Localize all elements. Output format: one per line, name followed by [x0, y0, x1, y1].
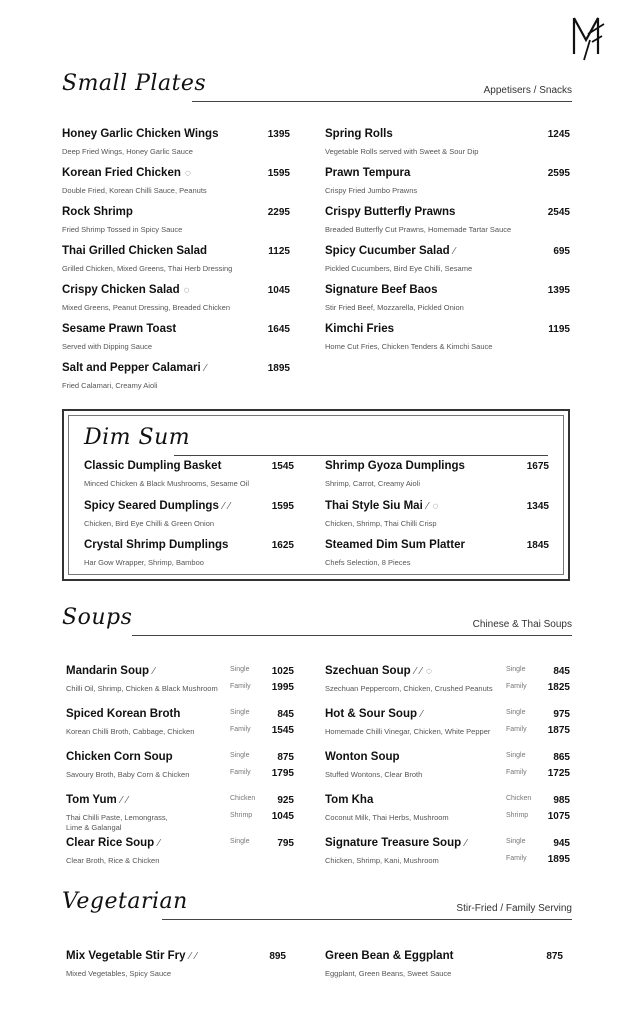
menu-item — [325, 284, 570, 320]
price-size-label: Single — [506, 709, 526, 716]
item-description: Vegetable Rolls served with Sweet & Sour Dip — [325, 147, 479, 156]
menu-item — [325, 500, 549, 536]
item-price: 695 — [553, 246, 570, 257]
price-size-label: Shrimp — [506, 812, 529, 819]
menu-item — [62, 128, 290, 164]
item-name-text: Salt and Pepper Calamari — [62, 362, 201, 374]
item-name-text: Signature Beef Baos — [325, 284, 438, 296]
item-name — [62, 167, 191, 179]
item-name-text: Signature Treasure Soup — [325, 837, 462, 849]
item-name-text: Steamed Dim Sum Platter — [325, 539, 465, 551]
item-description: Coconut Milk, Thai Herbs, Mushroom — [325, 813, 449, 822]
item-price: 985 — [553, 795, 570, 806]
section-subtitle: Appetisers / Snacks — [483, 85, 572, 96]
item-description: Homemade Chilli Vinegar, Chicken, White Pepper — [325, 727, 491, 736]
menu-item — [62, 167, 290, 203]
peanut-icon: ◌ — [184, 168, 191, 179]
item-description: Fried Shrimp Tossed in Spicy Sauce — [62, 225, 183, 234]
item-price: 1895 — [547, 854, 570, 865]
item-name — [66, 794, 128, 806]
item-description: Double Fried, Korean Chilli Sauce, Peanuts — [62, 186, 207, 195]
price-options — [506, 666, 570, 696]
divider — [162, 919, 572, 920]
item-name — [325, 539, 465, 551]
item-price: 1595 — [267, 168, 290, 179]
item-description: Fried Calamari, Creamy Aioli — [62, 381, 158, 390]
menu-item — [66, 708, 294, 744]
menu-item — [66, 751, 294, 787]
divider — [132, 635, 572, 636]
price-size-label: Family — [230, 769, 251, 776]
menu-item — [62, 284, 290, 320]
item-name-text: Tom Kha — [325, 794, 374, 806]
item-price: 1895 — [267, 363, 290, 374]
menu-item — [325, 837, 570, 873]
item-price: 1045 — [271, 811, 294, 822]
menu-item — [66, 665, 294, 701]
menu-item — [84, 539, 294, 575]
chilli-icon: ⁄ — [426, 500, 429, 512]
menu-item — [325, 167, 570, 203]
chilli-icon: ⁄ — [126, 795, 129, 806]
peanut-icon: ◌ — [425, 666, 432, 677]
item-description: Shrimp, Carrot, Creamy Aioli — [325, 479, 421, 488]
item-name — [66, 665, 155, 677]
item-name — [325, 284, 437, 296]
menu-item — [66, 837, 294, 873]
price-size-label: Single — [230, 709, 250, 716]
menu-item — [66, 794, 294, 830]
price-size-label: Chicken — [506, 795, 532, 802]
chilli-icon: ⁄ — [195, 951, 197, 962]
price-options — [506, 752, 570, 782]
item-price: 1195 — [548, 324, 570, 335]
item-name-text: Crystal Shrimp Dumplings — [84, 539, 229, 551]
item-description: Mixed Vegetables, Spicy Sauce — [66, 969, 172, 978]
price-size-label: Family — [506, 769, 527, 776]
item-name — [325, 665, 432, 677]
item-name-text: Spiced Korean Broth — [66, 708, 181, 720]
item-description: Home Cut Fries, Chicken Tenders & Kimchi Sauce — [325, 342, 493, 351]
item-price: 875 — [277, 752, 294, 763]
menu-item — [62, 323, 290, 359]
item-price: 1545 — [271, 461, 294, 472]
item-name — [66, 950, 197, 962]
item-description: Mixed Greens, Peanut Dressing, Breaded Chicken — [62, 303, 231, 312]
item-description: Chicken, Shrimp, Thai Chilli Crisp — [325, 518, 437, 528]
peanut-icon: ◌ — [432, 500, 439, 512]
price-options — [230, 709, 294, 739]
price-size-label: Single — [230, 838, 250, 845]
item-price: 1345 — [526, 500, 549, 512]
item-name — [66, 708, 180, 720]
section-subtitle: Stir-Fried / Family Serving — [456, 903, 572, 914]
item-name — [84, 500, 230, 512]
item-name-text: Spicy Seared Dumplings — [84, 499, 219, 512]
section-title: Soups — [62, 605, 133, 630]
item-name — [325, 837, 467, 849]
item-name-text: Classic Dumpling Basket — [84, 460, 222, 472]
item-price: 1395 — [547, 285, 570, 296]
item-description: Stir Fried Beef, Mozzarella, Pickled Onion — [325, 303, 464, 312]
item-price: 2595 — [547, 168, 570, 179]
item-price: 1725 — [547, 768, 570, 779]
item-name-text: Spicy Cucumber Salad — [325, 245, 450, 257]
item-name — [325, 167, 410, 179]
menu-item — [325, 794, 570, 830]
price-size-label: Chicken — [230, 795, 256, 802]
peanut-icon: ◌ — [183, 285, 190, 296]
item-price: 845 — [553, 666, 570, 677]
chilli-icon: ⁄ — [153, 666, 155, 677]
section-subtitle: Chinese & Thai Soups — [472, 619, 572, 630]
item-name-text: Crispy Butterfly Prawns — [325, 206, 456, 218]
item-price: 1075 — [547, 811, 570, 822]
item-name — [325, 794, 373, 806]
item-name — [62, 323, 176, 335]
item-name — [62, 284, 190, 296]
item-price: 875 — [546, 951, 563, 962]
item-name — [62, 206, 133, 218]
item-name — [325, 206, 455, 218]
price-size-label: Single — [230, 752, 250, 759]
menu-item — [325, 708, 570, 744]
price-size-label: Family — [506, 683, 527, 690]
chilli-icon: ⁄ — [414, 666, 417, 677]
item-price: 1125 — [268, 246, 290, 257]
divider — [192, 101, 572, 102]
item-name — [325, 950, 453, 962]
mf-monogram-logo — [570, 14, 606, 62]
item-name — [325, 500, 438, 512]
item-price: 845 — [277, 709, 294, 720]
item-description: Deep Fried Wings, Honey Garlic Sauce — [62, 147, 193, 156]
item-price: 895 — [269, 951, 286, 962]
item-description: Crispy Fried Jumbo Prawns — [325, 186, 418, 195]
item-name — [325, 460, 465, 472]
item-price: 1845 — [526, 540, 549, 551]
menu-item — [325, 206, 570, 242]
item-description: Thai Chilli Paste, Lemongrass, Lime & Galangal — [66, 813, 168, 832]
price-options — [230, 752, 294, 782]
item-name — [325, 323, 394, 335]
item-price: 1625 — [271, 540, 294, 551]
item-description: Savoury Broth, Baby Corn & Chicken — [66, 770, 190, 779]
menu-item — [62, 362, 290, 398]
item-price: 1395 — [267, 129, 290, 140]
menu-item — [62, 206, 290, 242]
item-description: Chicken, Bird Eye Chilli & Green Onion — [84, 518, 215, 528]
chilli-icon: ⁄ — [420, 666, 422, 677]
price-options — [506, 709, 570, 739]
price-size-label: Single — [506, 752, 526, 759]
item-name-text: Wonton Soup — [325, 751, 400, 763]
item-name — [325, 708, 423, 720]
menu-item — [325, 245, 570, 281]
menu-item — [325, 751, 570, 787]
chilli-icon: ⁄ — [228, 500, 231, 512]
item-name-text: Honey Garlic Chicken Wings — [62, 128, 219, 140]
price-options — [230, 666, 294, 696]
section-title: Small Plates — [62, 71, 207, 96]
item-name-text: Korean Fried Chicken — [62, 167, 181, 179]
price-size-label: Family — [506, 855, 527, 862]
item-name-text: Crispy Chicken Salad — [62, 284, 180, 296]
item-name-text: Chicken Corn Soup — [66, 751, 173, 763]
item-description: Breaded Butterfly Cut Prawns, Homemade Tartar Sauce — [325, 225, 512, 234]
item-description: Grilled Chicken, Mixed Greens, Thai Herb Dressing — [62, 264, 233, 273]
chilli-icon: ⁄ — [189, 951, 192, 962]
item-name — [66, 837, 160, 849]
item-price: 1645 — [267, 324, 290, 335]
menu-item — [325, 323, 570, 359]
item-name-text: Clear Rice Soup — [66, 837, 155, 849]
item-price: 1675 — [526, 461, 549, 472]
item-name-text: Rock Shrimp — [62, 206, 133, 218]
item-description: Chefs Selection, 8 Pieces — [325, 558, 411, 567]
menu-item — [325, 950, 563, 986]
item-price: 1875 — [547, 725, 570, 736]
chilli-icon: ⁄ — [120, 795, 123, 806]
item-price: 1995 — [271, 682, 294, 693]
menu-item — [62, 245, 290, 281]
chilli-icon: ⁄ — [158, 838, 160, 849]
item-price: 1045 — [267, 285, 290, 296]
item-description: Szechuan Peppercorn, Chicken, Crushed Peanuts — [325, 684, 493, 693]
small-plates-header — [62, 62, 572, 102]
menu-item — [84, 500, 294, 536]
price-options — [506, 795, 570, 825]
item-name — [84, 460, 221, 472]
price-size-label: Family — [506, 726, 527, 733]
item-price: 925 — [277, 795, 294, 806]
item-name — [62, 128, 218, 140]
price-size-label: Single — [506, 666, 526, 673]
item-name — [62, 245, 207, 257]
price-options — [230, 795, 294, 825]
chilli-icon: ⁄ — [222, 500, 225, 512]
menu-item — [325, 460, 549, 496]
item-price: 1025 — [271, 666, 294, 677]
item-price: 1545 — [271, 725, 294, 736]
chilli-icon: ⁄ — [453, 246, 456, 257]
item-name — [62, 362, 206, 374]
item-description: Eggplant, Green Beans, Sweet Sauce — [325, 969, 452, 978]
item-name-text: Shrimp Gyoza Dumplings — [325, 460, 465, 472]
item-name-text: Thai Grilled Chicken Salad — [62, 245, 208, 257]
item-description: Chicken, Shrimp, Kani, Mushroom — [325, 856, 439, 865]
item-price: 1595 — [271, 500, 294, 512]
menu-item — [84, 460, 294, 496]
item-name — [325, 128, 393, 140]
item-price: 975 — [553, 709, 570, 720]
price-options — [506, 838, 570, 868]
item-name-text: Szechuan Soup — [325, 665, 411, 677]
chilli-icon: ⁄ — [421, 709, 423, 720]
item-description: Pickled Cucumbers, Bird Eye Chilli, Sesame — [325, 264, 473, 273]
item-price: 865 — [553, 752, 570, 763]
item-name — [84, 539, 228, 551]
price-options — [230, 838, 294, 868]
section-title: Vegetarian — [62, 889, 188, 914]
item-name — [325, 751, 400, 763]
chilli-icon: ⁄ — [465, 838, 467, 849]
menu-item — [325, 665, 570, 701]
dim-sum-header — [84, 416, 548, 456]
item-name-text: Hot & Sour Soup — [325, 708, 417, 720]
item-name-text: Mix Vegetable Stir Fry — [66, 950, 186, 962]
item-name — [325, 245, 455, 257]
item-name-text: Thai Style Siu Mai — [325, 499, 423, 512]
item-price: 945 — [553, 838, 570, 849]
item-description: Korean Chilli Broth, Cabbage, Chicken — [66, 727, 195, 736]
item-description: Har Gow Wrapper, Shrimp, Bamboo — [84, 558, 204, 567]
item-name-text: Green Bean & Eggplant — [325, 950, 454, 962]
soups-header — [62, 596, 572, 636]
price-size-label: Family — [230, 726, 251, 733]
item-description: Served with Dipping Sauce — [62, 342, 153, 351]
chilli-icon: ⁄ — [204, 363, 207, 374]
item-price: 2545 — [547, 207, 570, 218]
menu-item — [325, 539, 549, 575]
item-description: Stuffed Wontons, Clear Broth — [325, 770, 423, 779]
item-name-text: Sesame Prawn Toast — [62, 323, 177, 335]
item-description: Clear Broth, Rice & Chicken — [66, 856, 160, 865]
item-price: 2295 — [267, 207, 290, 218]
item-name-text: Mandarin Soup — [66, 665, 150, 677]
item-name-text: Spring Rolls — [325, 128, 393, 140]
item-description: Chilli Oil, Shrimp, Chicken & Black Mushroom — [66, 684, 218, 693]
price-size-label: Single — [506, 838, 526, 845]
item-description-line2: Lime & Galangal — [66, 823, 122, 832]
price-size-label: Shrimp — [230, 812, 253, 819]
item-price: 1245 — [547, 129, 570, 140]
item-price: 1825 — [547, 682, 570, 693]
item-price: 795 — [277, 838, 294, 849]
price-size-label: Single — [230, 666, 250, 673]
menu-item — [66, 950, 286, 986]
item-description: Minced Chicken & Black Mushrooms, Sesame Oil — [84, 479, 250, 488]
item-name — [66, 751, 173, 763]
divider — [174, 455, 548, 456]
section-title: Dim Sum — [84, 425, 191, 450]
item-name-text: Tom Yum — [66, 794, 117, 806]
item-price: 1795 — [271, 768, 294, 779]
price-size-label: Family — [230, 683, 251, 690]
vegetarian-header — [62, 880, 572, 920]
item-name-text: Kimchi Fries — [325, 323, 395, 335]
menu-item — [325, 128, 570, 164]
item-name-text: Prawn Tempura — [325, 167, 411, 179]
